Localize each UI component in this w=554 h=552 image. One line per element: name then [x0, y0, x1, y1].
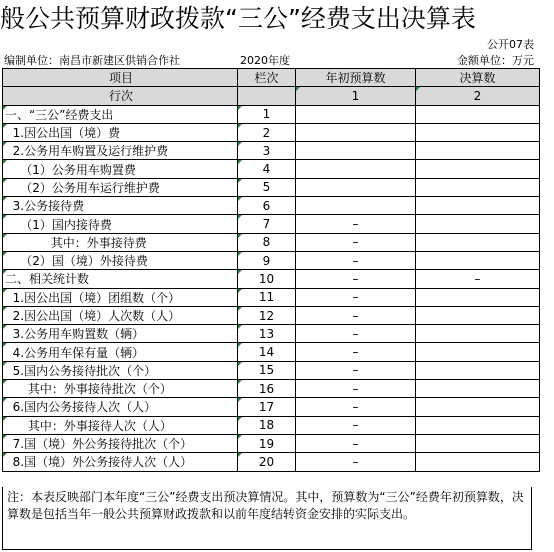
header-budget[interactable]: 年初预算数 [296, 69, 416, 87]
table-row [3, 380, 540, 398]
row-label[interactable]: （2）公务用车运行维护费 [3, 178, 238, 196]
table-row [3, 306, 540, 324]
table-row [3, 105, 540, 123]
table-row [3, 416, 540, 434]
row-number[interactable]: 9 [238, 251, 296, 269]
amount-unit: 金额单位：万元 [457, 54, 534, 67]
table-row [3, 142, 540, 160]
row-label[interactable]: （2）国（境）外接待费 [3, 251, 238, 269]
table-row [3, 288, 540, 306]
row-label[interactable]: 3.公务接待费 [3, 197, 238, 215]
row-number[interactable]: 5 [238, 178, 296, 196]
row-label[interactable]: 二、相关统计数 [3, 270, 238, 288]
row-budget[interactable]: – [296, 416, 416, 434]
row-number[interactable]: 7 [238, 215, 296, 233]
row-budget[interactable]: – [296, 434, 416, 452]
table-row [3, 197, 540, 215]
row-number[interactable]: 3 [238, 142, 296, 160]
row-budget[interactable]: – [296, 251, 416, 269]
row-number[interactable]: 19 [238, 434, 296, 452]
row-final[interactable] [416, 123, 540, 141]
form-code: 公开07表 [487, 38, 534, 51]
row-label[interactable]: 其中：外事接待费 [3, 233, 238, 251]
table-row [3, 178, 540, 196]
subheader-col[interactable] [238, 87, 296, 105]
row-budget[interactable]: – [296, 233, 416, 251]
row-number[interactable]: 14 [238, 343, 296, 361]
row-number[interactable]: 15 [238, 361, 296, 379]
row-budget[interactable] [296, 142, 416, 160]
row-number[interactable]: 16 [238, 380, 296, 398]
table-subheader-row [3, 87, 540, 105]
subheader-label[interactable]: 行次 [3, 87, 238, 105]
row-number[interactable]: 11 [238, 288, 296, 306]
table-row [3, 361, 540, 379]
row-final[interactable] [416, 251, 540, 269]
row-label[interactable]: 7.国（境）外公务接待批次（个） [3, 434, 238, 452]
row-budget[interactable]: – [296, 306, 416, 324]
row-label[interactable]: 6.国内公务接待人次（人） [3, 398, 238, 416]
row-label[interactable]: 2.公务用车购置及运行维护费 [3, 142, 238, 160]
row-final[interactable] [416, 453, 540, 471]
header-col[interactable]: 栏次 [238, 69, 296, 87]
row-final[interactable] [416, 160, 540, 178]
row-final[interactable] [416, 233, 540, 251]
row-label[interactable]: 一、“三公”经费支出 [3, 105, 238, 123]
unit-label: 编制单位：南昌市新建区供销合作社 [4, 54, 180, 67]
row-budget[interactable]: – [296, 361, 416, 379]
row-final[interactable] [416, 361, 540, 379]
row-budget[interactable]: – [296, 215, 416, 233]
row-number[interactable]: 18 [238, 416, 296, 434]
row-label[interactable]: 2.因公出国（境）人次数（人） [3, 306, 238, 324]
row-label[interactable]: 8.国（境）外公务接待人次（人） [3, 453, 238, 471]
table-row [3, 270, 540, 288]
table-row [3, 160, 540, 178]
row-number[interactable]: 1 [238, 105, 296, 123]
row-final[interactable] [416, 197, 540, 215]
row-final[interactable] [416, 105, 540, 123]
row-label[interactable]: 3.公务用车购置数（辆） [3, 325, 238, 343]
row-budget[interactable]: – [296, 380, 416, 398]
row-number[interactable]: 6 [238, 197, 296, 215]
row-label[interactable]: 5.国内公务接待批次（个） [3, 361, 238, 379]
row-label[interactable]: （1）公务用车购置费 [3, 160, 238, 178]
header-item[interactable]: 项目 [3, 69, 238, 87]
row-final[interactable] [416, 434, 540, 452]
expense-table [2, 68, 540, 472]
row-budget[interactable] [296, 178, 416, 196]
row-label[interactable]: （1）国内接待费 [3, 215, 238, 233]
report-title: 般公共预算财政拨款“三公”经费支出决算表 [0, 4, 476, 33]
row-final[interactable] [416, 398, 540, 416]
table-row [3, 251, 540, 269]
row-number[interactable]: 8 [238, 233, 296, 251]
row-label[interactable]: 1.因公出国（境）团组数（个） [3, 288, 238, 306]
row-final[interactable] [416, 178, 540, 196]
row-number[interactable]: 4 [238, 160, 296, 178]
row-budget[interactable]: – [296, 325, 416, 343]
row-budget[interactable]: – [296, 398, 416, 416]
table-header-row [3, 69, 540, 87]
row-budget[interactable]: – [296, 288, 416, 306]
row-final[interactable] [416, 215, 540, 233]
row-number[interactable]: 17 [238, 398, 296, 416]
row-final[interactable] [416, 325, 540, 343]
subheader-budget[interactable]: 1 [296, 87, 416, 105]
row-final[interactable] [416, 288, 540, 306]
row-number[interactable]: 12 [238, 306, 296, 324]
row-label[interactable]: 其中：外事接待批次（个） [3, 380, 238, 398]
row-budget[interactable]: – [296, 453, 416, 471]
row-final[interactable] [416, 416, 540, 434]
header-final[interactable]: 决算数 [416, 69, 540, 87]
row-budget[interactable] [296, 105, 416, 123]
table-row [3, 434, 540, 452]
table-row [3, 453, 540, 471]
table-row [3, 233, 540, 251]
row-final[interactable] [416, 343, 540, 361]
row-number[interactable]: 13 [238, 325, 296, 343]
table-row [3, 215, 540, 233]
row-label[interactable]: 4.公务用车保有量（辆） [3, 343, 238, 361]
row-budget[interactable] [296, 160, 416, 178]
row-budget[interactable] [296, 123, 416, 141]
row-budget[interactable] [296, 197, 416, 215]
row-final[interactable]: – [416, 270, 540, 288]
table-note: 注：本表反映部门本年度“三公”经费支出预决算情况。其中，预算数为“三公”经费年初预算数，决算数是包括当年一般公共预算财政拨款和以前年度结转资金安排的实际支出。 [2, 487, 532, 550]
row-label[interactable]: 其中：外事接待人次（人） [3, 416, 238, 434]
table-row [3, 343, 540, 361]
row-number[interactable]: 2 [238, 123, 296, 141]
report-year: 2020年度 [240, 54, 290, 67]
row-final[interactable] [416, 380, 540, 398]
row-final[interactable] [416, 306, 540, 324]
row-number[interactable]: 10 [238, 270, 296, 288]
row-final[interactable] [416, 142, 540, 160]
row-budget[interactable]: – [296, 270, 416, 288]
row-number[interactable]: 20 [238, 453, 296, 471]
row-budget[interactable]: – [296, 343, 416, 361]
table-row [3, 398, 540, 416]
table-row [3, 123, 540, 141]
table-row [3, 325, 540, 343]
row-label[interactable]: 1.因公出国（境）费 [3, 123, 238, 141]
subheader-final[interactable]: 2 [416, 87, 540, 105]
